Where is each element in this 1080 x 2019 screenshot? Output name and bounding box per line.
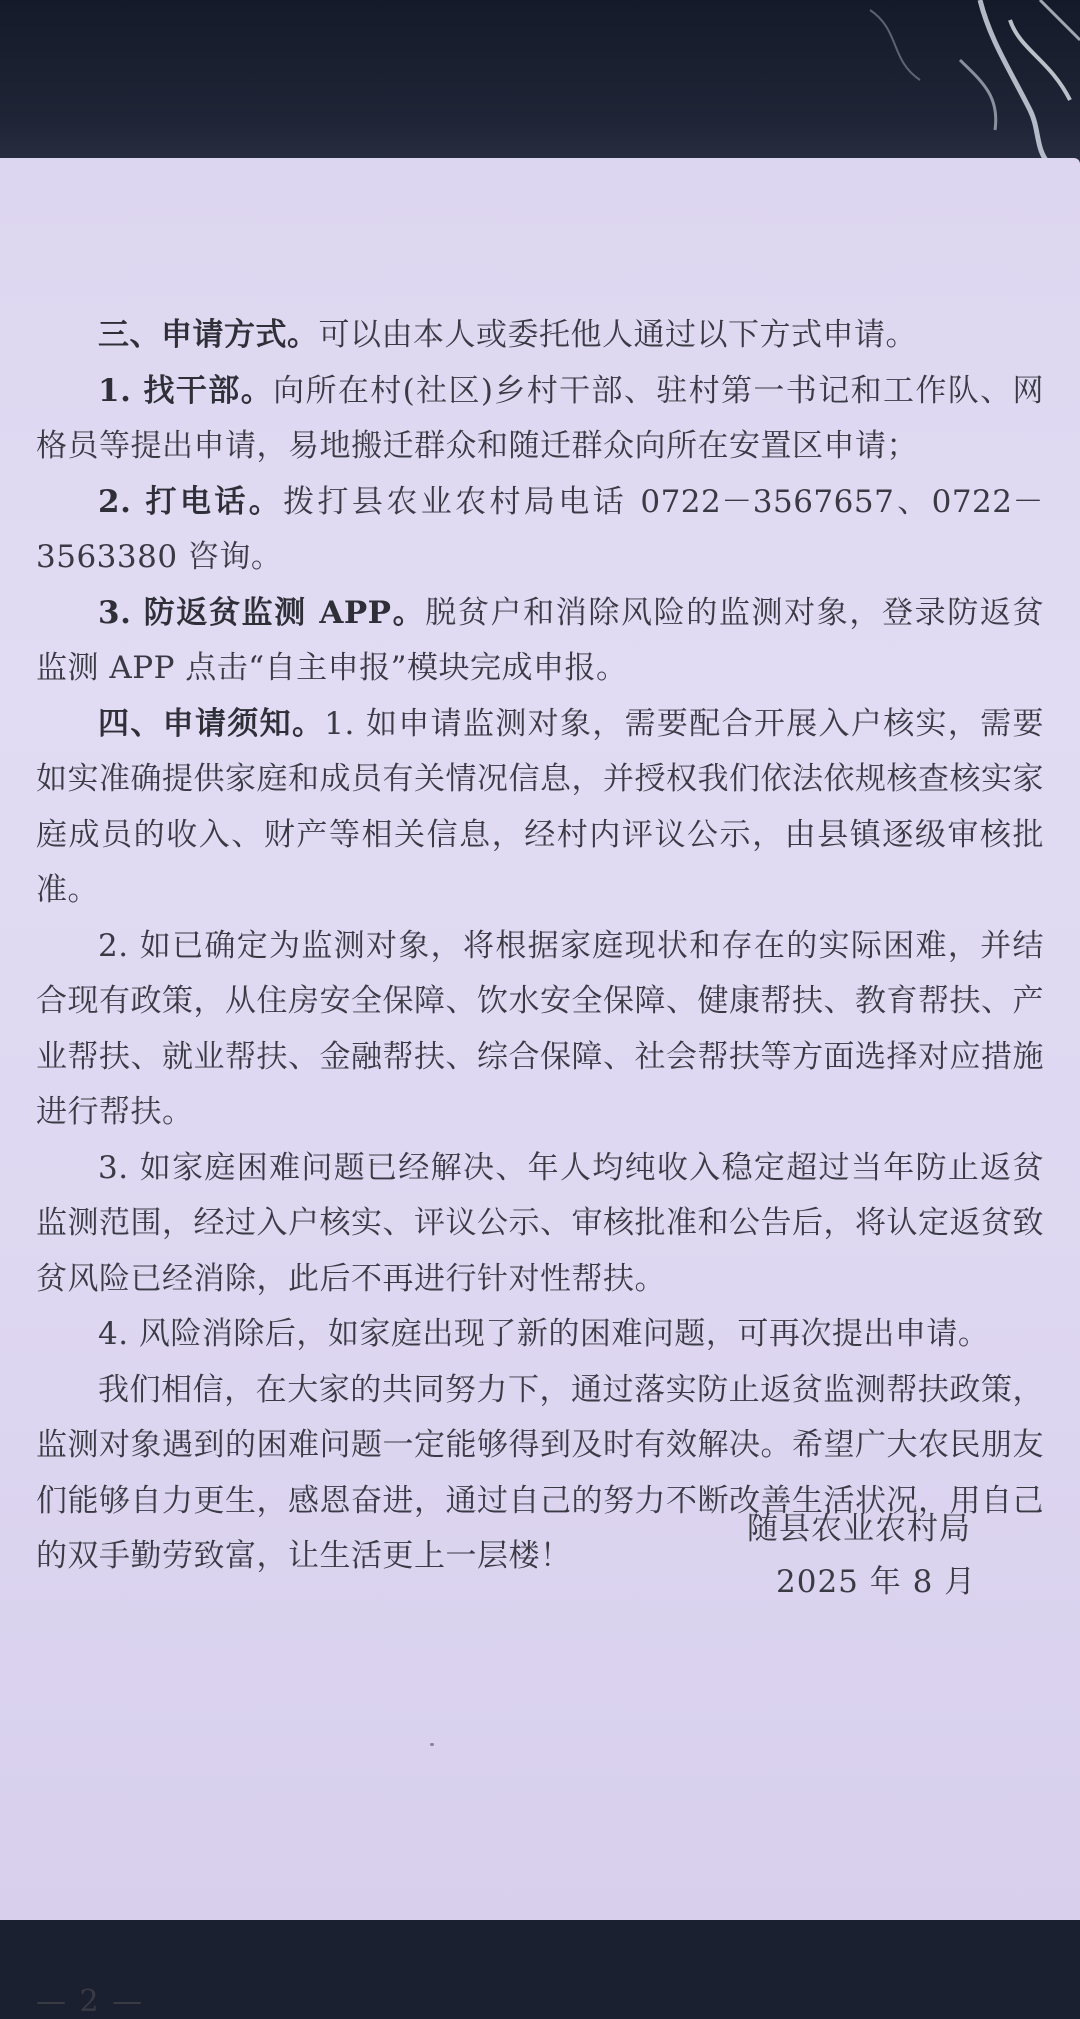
signature-date: 2025 年 8 月: [776, 1564, 977, 1600]
section-heading-application-method: 三、申请方式。: [98, 317, 319, 353]
item-lead-app: 3. 防返贫监测 APP。: [98, 594, 426, 631]
document-body: [36, 308, 1044, 1585]
background-decoration: [780, 0, 1080, 175]
signature-organization: 随县农业农村局: [747, 1511, 971, 1547]
paragraph-application-notice: 四、申请须知。1. 如申请监测对象，需要配合开展入户核实，需要如实准确提供家庭和成员有关情况信息，并授权我们依法依规核查核实家庭成员的收入、财产等相关信息，经村内评议公示，由县镇逐级审核批准。: [36, 705, 1044, 908]
item-lead-phone: 2. 打电话。: [98, 483, 284, 520]
dark-background: [0, 0, 1080, 175]
paragraph-notice-4: 4. 风险消除后，如家庭出现了新的困难问题，可再次提出申请。: [98, 1316, 990, 1352]
paragraph-find-cadre: 1. 找干部。向所在村(社区)乡村干部、驻村第一书记和工作队、网格员等提出申请，易地搬迁群众和随迁群众向所在安置区申请；: [36, 372, 1044, 464]
paper-speck: [430, 1743, 434, 1746]
paragraph-app: 3. 防返贫监测 APP。脱贫户和消除风险的监测对象，登录防返贫监测 APP 点击“自主申报”模块完成申报。: [36, 594, 1044, 686]
paragraph-application-method: 三、申请方式。可以由本人或委托他人通过以下方式申请。: [98, 317, 917, 353]
document-paper: [0, 158, 1080, 2019]
item-lead-find-cadre: 1. 找干部。: [98, 372, 274, 409]
paragraph-phone: 2. 打电话。拨打县农业农村局电话 0722－3567657、0722－3563380 咨询。: [36, 483, 1044, 575]
section-heading-application-notice: 四、申请须知。: [98, 705, 325, 742]
paragraph-notice-3: 3. 如家庭困难问题已经解决、年人均纯收入稳定超过当年防止返贫监测范围，经过入户核实、评议公示、审核批准和公告后，将认定返贫致贫风险已经消除，此后不再进行针对性帮扶。: [36, 1149, 1044, 1297]
paragraph-notice-2: 2. 如已确定为监测对象，将根据家庭现状和存在的实际困难，并结合现有政策，从住房安全保障、饮水安全保障、健康帮扶、教育帮扶、产业帮扶、就业帮扶、金融帮扶、综合保障、社会帮扶等方面选择对应措施进行帮扶。: [36, 927, 1044, 1130]
paragraph-closing: 我们相信，在大家的共同努力下，通过落实防止返贫监测帮扶政策，监测对象遇到的困难问题一定能够得到及时有效解决。希望广大农民朋友们能够自力更生，感恩奋进，通过自己的努力不断改善生活状况，用自己的双手勤劳致富，让生活更上一层楼！: [36, 1371, 1044, 1574]
page-number: — 2 —: [36, 1984, 145, 2019]
